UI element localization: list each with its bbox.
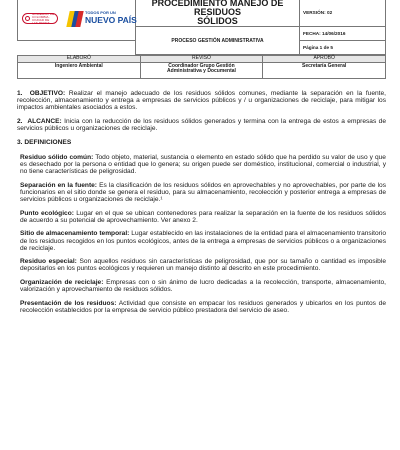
document-title — [136, 0, 300, 27]
aprobo-value: Secretaría General — [263, 63, 386, 79]
alcance-text: Inicia con la reducción de los residuos sólidos generados y termina con la entrega de estos a empresas de servicios públicos u organizaciones de reciclaje. — [17, 117, 386, 133]
definition-term: Presentación de los residuos: — [20, 299, 117, 307]
logos-cell — [18, 0, 136, 41]
objetivo-title: OBJETIVO: — [29, 90, 66, 97]
alcance-number: 2. — [17, 117, 23, 125]
definition-text: Lugar en el que se ubican contenedores para realizar la separación en la fuente de los residuos sólidos de acuerdo a su potencial de aprovechamiento. Ver anexo 2. — [20, 209, 386, 224]
elaboro-value: Ingeniero Ambiental — [18, 63, 141, 79]
definition-item — [20, 258, 386, 272]
nuevo-pais-logo — [68, 9, 137, 31]
objetivo-paragraph — [17, 90, 386, 112]
elaboro-label: ELABORÓ — [18, 56, 141, 63]
definition-item — [20, 230, 386, 252]
date-cell: FECHA: 14/06/2016 — [300, 27, 386, 41]
definition-text: Son aquellos residuos sin características de peligrosidad, que por su tamaño o cantidad es imposible depositarlos en los puntos ecológicos y requieren un manejo distinto al descrito en este procedimiento. — [20, 258, 386, 273]
document-body — [17, 90, 386, 320]
definition-text: Es la clasificación de los residuos sólidos en aprovechables y no aprovechables, por parte de los funcionarios en el sitio donde se genera el residuo, para su almacenamiento, recolección y posterior entrega a empresas de servicios públicos u organizaciones de reciclaje.¹ — [20, 181, 387, 204]
signature-table — [17, 55, 386, 79]
definition-text: Actividad que consiste en empacar los residuos generados y ubicarlos en los puntos de recolección establecidos por la empresa de servicio público prestadora del servicio de aseo. — [20, 299, 386, 314]
logo-left-text: GOBIERNO DE COLOMBIA · CIUDAD DE LAS REDES — [32, 11, 55, 25]
definition-term: Punto ecológico: — [20, 209, 74, 217]
definition-text: Lugar establecido en las instalaciones de la entidad para el almacenamiento transitorio de los residuos recogidos en los puntos ecológicos, antes de la entrega a empresas de servicios públicos o a organizaciones de reciclaje. — [20, 230, 386, 252]
definition-term: Separación en la fuente: — [20, 181, 98, 189]
definition-item — [20, 154, 386, 176]
definition-item — [20, 279, 386, 293]
definitions-list — [20, 154, 386, 314]
definition-text: Empresas con o sin ánimo de lucro dedicadas a la recolección, transporte, almacenamiento, valorización y aprovechamiento de residuos sólidos. — [20, 278, 386, 294]
aprobo-label: APROBÓ — [263, 56, 386, 63]
definiciones-heading: 3. DEFINICIONES — [17, 138, 72, 146]
definition-item — [20, 182, 386, 204]
reviso-line-2: Administrativa y Documental — [167, 67, 236, 74]
alcance-paragraph — [17, 118, 386, 132]
definition-term: Organización de reciclaje: — [20, 278, 104, 286]
definition-item — [20, 300, 386, 314]
reviso-label: REVISÓ — [140, 56, 263, 63]
alcance-title: ALCANCE: — [27, 117, 62, 125]
logo-right-small: TODOS POR UN — [85, 10, 116, 15]
colombia-logo — [22, 13, 58, 24]
page-number-cell: Página 1 de 5 — [300, 41, 386, 55]
definition-term: Residuo sólido común: — [20, 153, 94, 161]
title-line-1: PROCEDIMIENTO MANEJO DE RESIDUOS — [151, 0, 284, 17]
objetivo-text: Realizar el manejo adecuado de los residuos sólidos comunes, mediante la separación en la fuente, recolección, almacenamiento y entrega a empresas de servicios públicos y / u organizaciones de reciclaje, para mitigar los impactos ambientales asociados a estos. — [17, 90, 386, 112]
seal-icon — [25, 16, 30, 21]
document-header — [17, 0, 386, 55]
definition-text: Todo objeto, material, sustancia o elemento en estado sólido que ha perdido su valor de uso y que es desechado por la persona o entidad que lo genera; su origen puede ser doméstico, institucional, comercial o industrial, y no tiene características de peligrosidad. — [20, 153, 386, 176]
title-line-2: SÓLIDOS — [197, 16, 238, 26]
process-cell: PROCESO GESTIÓN ADMINISTRATIVA — [136, 27, 300, 55]
definition-term: Sitio de almacenamiento temporal: — [20, 230, 130, 238]
definition-item — [20, 210, 386, 224]
logo-right-big: NUEVO PAÍS — [85, 15, 137, 25]
reviso-line-1: Coordinador Grupo Gestión — [168, 62, 235, 69]
reviso-value — [140, 63, 263, 79]
definition-term: Residuo especial: — [20, 258, 77, 266]
version-cell: VERSIÓN: 02 — [300, 0, 386, 27]
flag-icon — [68, 11, 82, 27]
objetivo-number: 1. — [17, 90, 23, 97]
